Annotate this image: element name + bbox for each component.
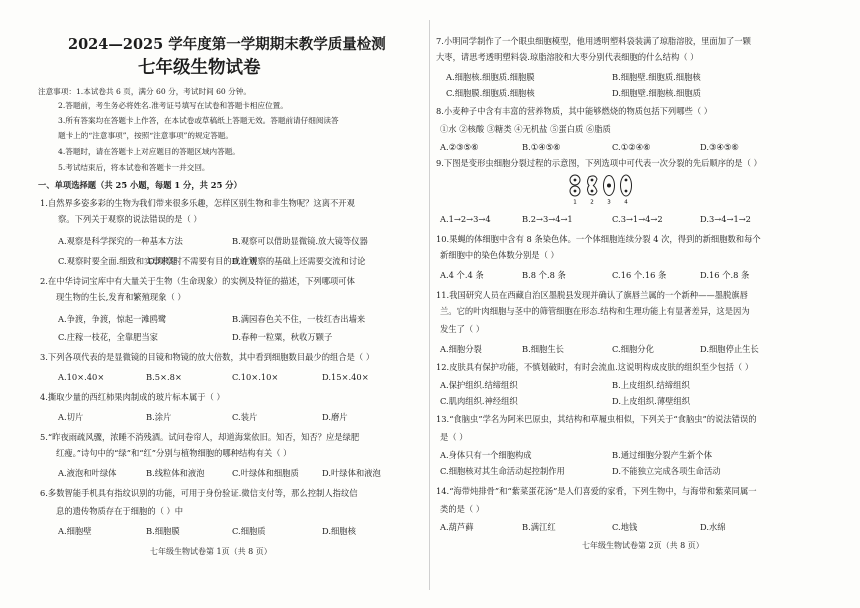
option-c: C.10×.10× xyxy=(232,372,279,382)
option-d: D.上皮组织.薄壁组织 xyxy=(612,396,691,406)
page-footer: 七年级生物试卷第 1页（共 8 页） xyxy=(150,547,272,556)
option-c: C.装片 xyxy=(232,412,258,422)
figure-label-2: 2 xyxy=(590,199,594,205)
option-b: B.通过细胞分裂产生新个体 xyxy=(612,450,713,460)
option-a: A.液泡和叶绿体 xyxy=(58,468,117,478)
option-d: D.细胞壁.细胞核.细胞质 xyxy=(612,88,701,98)
option-b: B.上皮组织.结缔组织 xyxy=(612,380,690,390)
question-2-stem: 2.在中华诗词宝库中有大量关于生物（生命现象）的实例及特征的描述，下列哪项可体 xyxy=(40,276,355,286)
option-b: B.涂片 xyxy=(146,412,172,422)
notice-line: 3.所有答案均在答题卡上作答，在本试卷或草稿纸上答题无效。答题前请仔细阅读答 xyxy=(58,116,339,125)
option-a: A.切片 xyxy=(58,412,84,422)
amoeba-cell-2 xyxy=(588,176,598,195)
option-b: B.细胞生长 xyxy=(522,344,564,354)
option-b: B.满江红 xyxy=(522,522,556,532)
question-12-stem: 12.皮肤具有保护功能，不慎划破时，有时会流血.这说明构成皮肤的组织至少包括（ ） xyxy=(436,362,754,372)
option-b: B.细胞膜 xyxy=(146,526,180,536)
option-a: A.细胞核.细胞质.细胞膜 xyxy=(446,72,535,82)
exam-subtitle: 七年级生物试卷 xyxy=(138,58,261,78)
option-c: C.地钱 xyxy=(612,522,638,532)
exam-title: 2024—2025 学年度第一学期期末教学质量检测 xyxy=(68,36,386,53)
option-b: B.2→3→4→1 xyxy=(522,214,573,224)
question-2-stem: 现生物的生长,发育和繁殖现象（ ） xyxy=(56,292,186,302)
option-d: D.15×.40× xyxy=(322,372,369,382)
option-c: C.细胞质 xyxy=(232,526,266,536)
option-d: D.观察时不需要有目的或计划 xyxy=(148,256,257,266)
option-a: A.身体只有一个细胞构成 xyxy=(440,450,532,460)
figure-label-4: 4 xyxy=(624,199,628,205)
option-c: C.观察时要全面.细致和实事求是 xyxy=(58,256,178,266)
option-b: B.观察可以借助显微镜.放大镜等仪器 xyxy=(232,236,368,246)
question-14-stem: 类的是（ ） xyxy=(440,504,485,514)
option-c: C.庄稼一枝花，全靠肥当家 xyxy=(58,332,158,342)
option-b: B.①④⑤⑥ xyxy=(522,142,561,152)
notice-line: 注意事项：1.本试卷共 6 页，满分 60 分，考试时间 60 分钟。 xyxy=(38,87,251,96)
question-8-items: ①水 ②核酸 ③糖类 ④无机盐 ⑤蛋白质 ⑥脂质 xyxy=(440,124,611,134)
notice-line: 4.答题时，请在答题卡上对应题目的答题区域内答题。 xyxy=(58,147,240,156)
question-3-stem: 3.下列各项代表的是显微镜的目镜和物镜的放大倍数，其中看到细胞数目最少的组合是（ ） xyxy=(40,352,375,362)
question-5-stem: 红瘦。”诗句中的“绿”和“红”分别与植物细胞的哪种结构有关（ ） xyxy=(56,448,292,458)
option-a: A.争渡，争渡，惊起一滩鸥鹭 xyxy=(58,314,167,324)
amoeba-division-figure xyxy=(565,173,637,205)
option-b: B.满园春色关不住，一枝红杏出墙来 xyxy=(232,314,366,324)
question-10-stem: 新细胞中的染色体数分别是（ ） xyxy=(440,250,559,260)
option-d: D.16 个.8 条 xyxy=(700,270,750,280)
question-10-stem: 10.果蝇的体细胞中含有 8 条染色体。一个体细胞连续分裂 4 次，得到的新细胞数和每个 xyxy=(436,234,761,244)
question-6-stem: 6.多数智能手机具有指纹识别的功能，可用于身份验证.微信支付等，那么控制人指纹信 xyxy=(40,488,358,498)
question-1-stem: 1.自然界多姿多彩的生物为我们带来很多乐趣，怎样区别生物和非生物呢？这离不开观 xyxy=(40,198,355,208)
notice-line: 2.答题前，考生务必将姓名.准考证号填写在试卷和答题卡相应位置。 xyxy=(58,101,288,110)
question-13-stem: 是（ ） xyxy=(440,432,468,442)
option-b: B.细胞壁.细胞质.细胞核 xyxy=(612,72,701,82)
amoeba-cell-3 xyxy=(604,176,615,196)
option-c: C.肌肉组织.神经组织 xyxy=(440,396,518,406)
question-7-stem: 7.小明同学制作了一个眼虫细胞模型，他用透明塑料袋装满了琼脂溶胶，里面加了一颗 xyxy=(436,36,751,46)
question-1-stem: 察。下列关于观察的说法错误的是（ ） xyxy=(58,214,202,224)
amoeba-cell-1 xyxy=(570,175,580,196)
option-d: D.磨片 xyxy=(322,412,348,422)
option-c: C.①②④⑥ xyxy=(612,142,651,152)
question-4-stem: 4.撕取少量的西红柿果肉制成的玻片标本属于（ ） xyxy=(40,392,225,402)
option-d: D.叶绿体和液泡 xyxy=(322,468,381,478)
question-5-stem: 5.“昨夜雨疏风骤，浓睡不消残酒。试问卷帘人，却道海棠依旧。知否，知否？应是绿肥 xyxy=(40,432,360,442)
notice-line: 题卡上的“注意事项”，按照“注意事项”的规定答题。 xyxy=(58,131,233,140)
option-d: D.细胞核 xyxy=(322,526,356,536)
option-a: A.细胞分裂 xyxy=(440,344,482,354)
option-c: C.16 个.16 条 xyxy=(612,270,667,280)
question-11-stem: 兰。它的叶肉细胞与茎中的筛管细胞在形态.结构和生理功能上有显著差异，这是因为 xyxy=(440,306,750,316)
page-footer: 七年级生物试卷第 2页（共 8 页） xyxy=(582,541,704,550)
question-14-stem: 14.“海带炖排骨”和“紫菜蛋花汤”是人们喜爱的家肴，下列生物中，与海带和紫菜同属一 xyxy=(436,486,757,496)
option-c: C.细胞核对其生命活动起控制作用 xyxy=(440,466,565,476)
option-a: A.4 个.4 条 xyxy=(440,270,484,280)
question-8-stem: 8.小麦种子中含有丰富的营养物质，其中能够燃烧的物质包括下列哪些（ ） xyxy=(436,106,713,116)
notice-line: 5.考试结束后，将本试卷和答题卡一并交回。 xyxy=(58,163,210,172)
option-a: A.1→2→3→4 xyxy=(440,214,491,224)
option-a: A.细胞壁 xyxy=(58,526,92,536)
figure-label-3: 3 xyxy=(607,199,611,205)
option-b: B.5×.8× xyxy=(146,372,182,382)
option-d: D.细胞停止生长 xyxy=(700,344,759,354)
option-d-cont: D.在观察的基础上还需要交流和讨论 xyxy=(232,256,366,266)
question-6-stem: 息的遗传物质存在于细胞的（ ）中 xyxy=(56,506,184,516)
option-c: C.叶绿体和细胞质 xyxy=(232,468,299,478)
option-d: D.春种一粒粟，秋收万颗子 xyxy=(232,332,333,342)
option-a: A.②③⑤⑥ xyxy=(440,142,479,152)
option-b: B.线粒体和液泡 xyxy=(146,468,205,478)
option-c: C.3→1→4→2 xyxy=(612,214,663,224)
amoeba-cell-4 xyxy=(621,175,632,196)
figure-label-1: 1 xyxy=(573,199,577,205)
option-d: D.3→4→1→2 xyxy=(700,214,751,224)
option-c: C.细胞分化 xyxy=(612,344,654,354)
option-a: A.观察是科学探究的一种基本方法 xyxy=(58,236,183,246)
question-9-stem: 9.下图是变形虫细胞分裂过程的示意图，下列选项中可代表一次分裂的先后顺序的是（ ） xyxy=(436,158,762,168)
option-c: C.细胞膜.细胞质.细胞核 xyxy=(446,88,535,98)
option-d: D.水绵 xyxy=(700,522,726,532)
amoeba-division-svg xyxy=(565,173,637,205)
question-11-stem: 11.我国研究人员在西藏自治区墨脱县发现并确认了旗唇兰属的一个新种——墨脱旗唇 xyxy=(436,290,748,300)
option-a: A.保护组织.结缔组织 xyxy=(440,380,518,390)
question-13-stem: 13.“食脑虫”学名为阿米巴原虫，其结构和草履虫相似，下列关于“食脑虫”的说法错误的 xyxy=(436,414,757,424)
section-heading: 一、单项选择题（共 25 小题，每题 1 分，共 25 分） xyxy=(38,180,242,190)
option-d: D.不能独立完成各项生命活动 xyxy=(612,466,721,476)
option-a: A.葫芦藓 xyxy=(440,522,474,532)
option-b: B.8 个.8 条 xyxy=(522,270,566,280)
question-7-stem: 大枣，请思考透明塑料袋.琼脂溶胶和大枣分别代表细胞的什么结构（ ） xyxy=(436,52,699,62)
question-11-stem: 发生了（ ） xyxy=(440,324,485,334)
option-d: D.③④⑤⑥ xyxy=(700,142,739,152)
option-a: A.10×.40× xyxy=(58,372,105,382)
